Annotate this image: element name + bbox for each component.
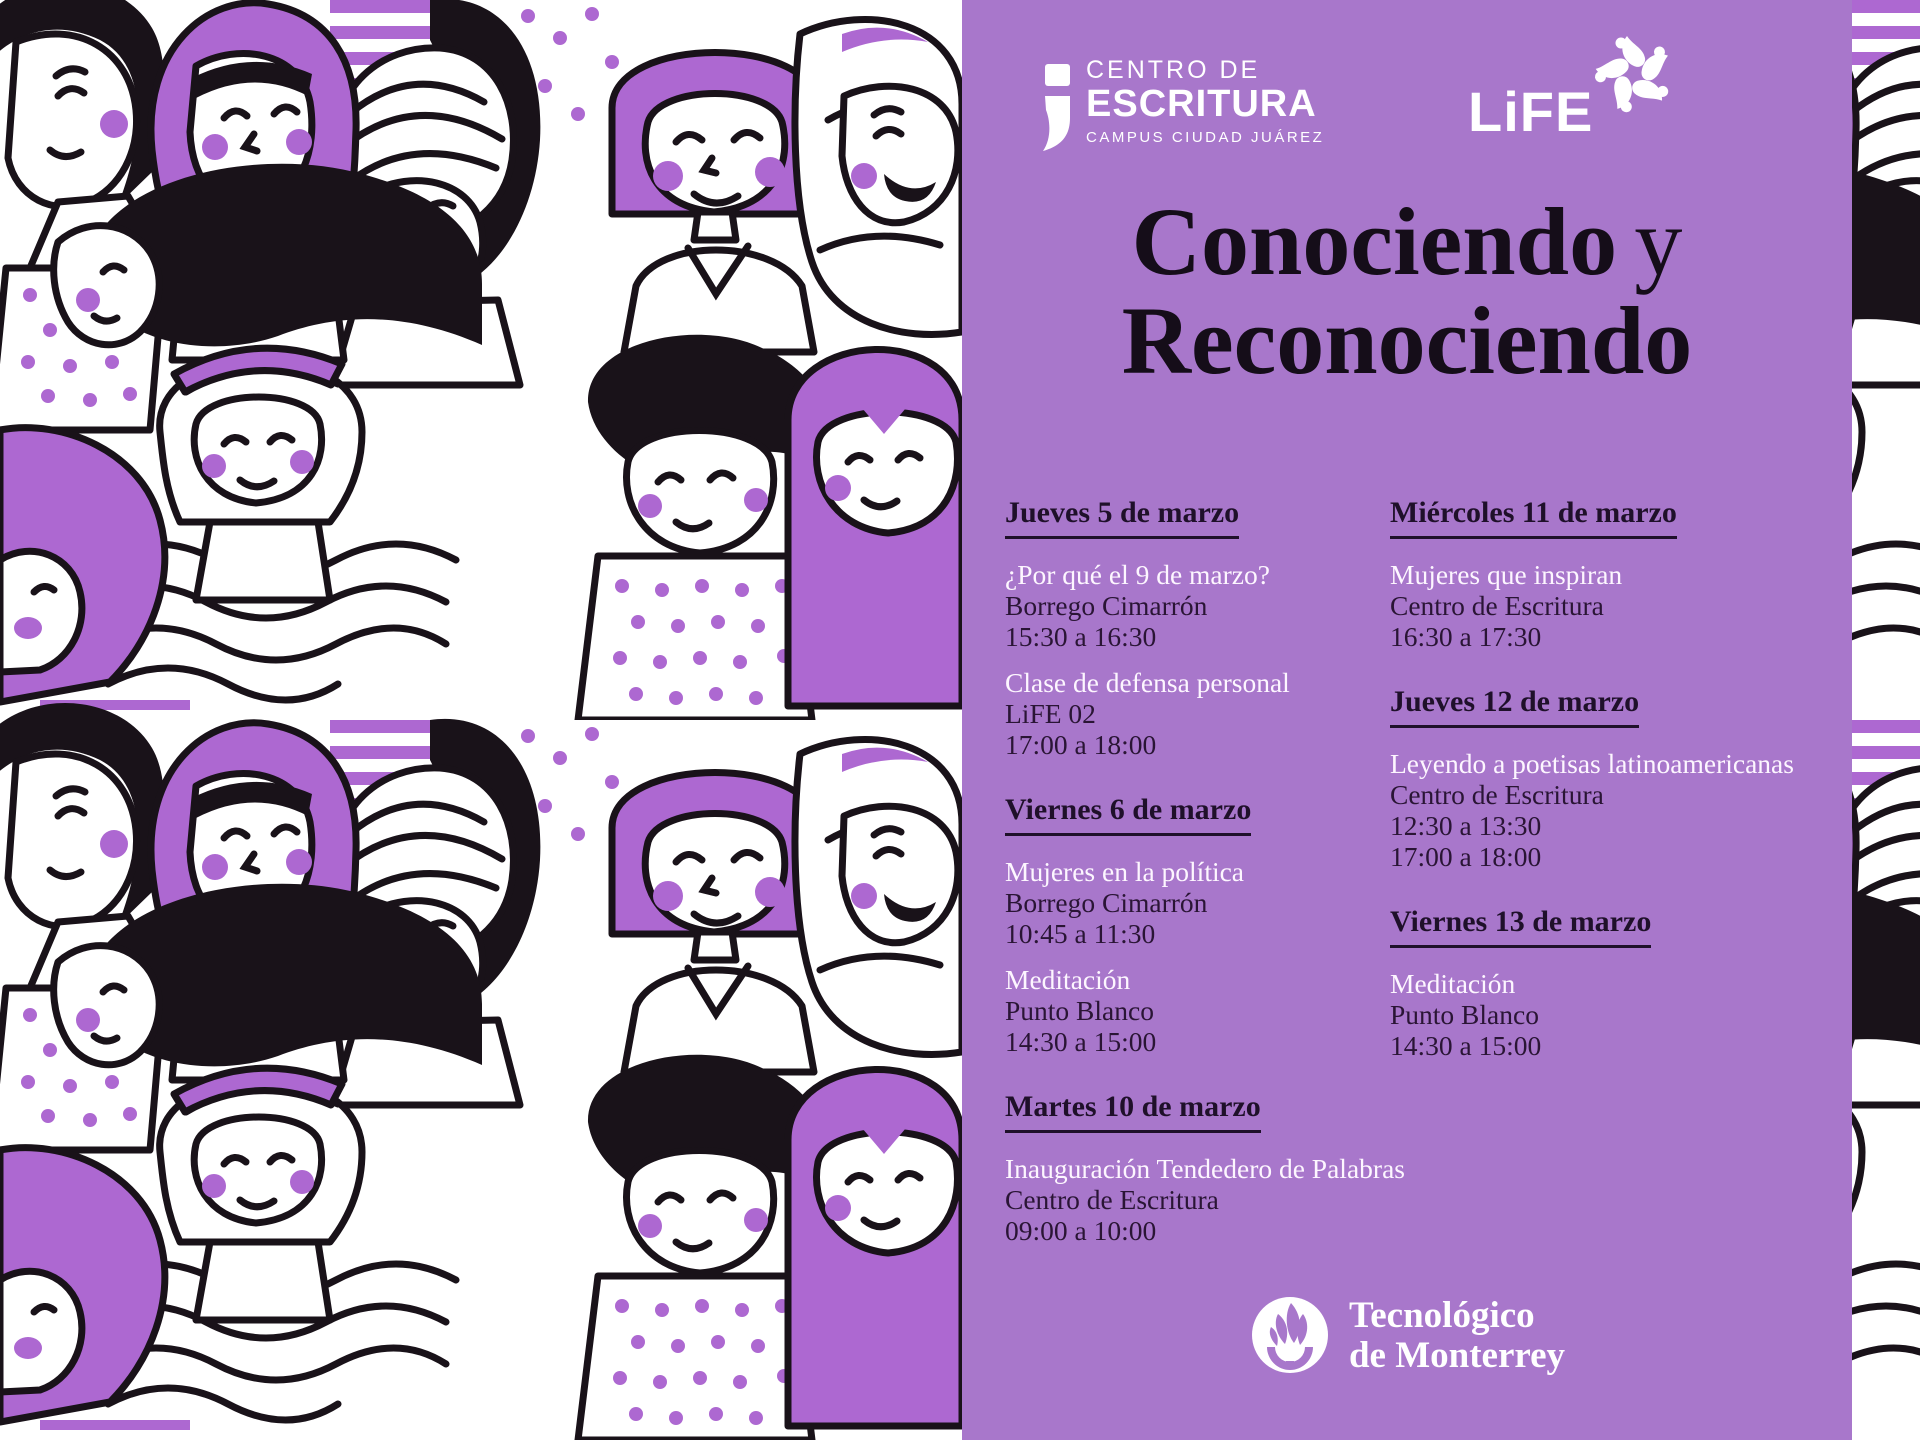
event-detail: 12:30 a 13:30 — [1390, 810, 1542, 841]
title-line1-main: Conociendo — [1131, 188, 1618, 295]
event-detail: 14:30 a 15:00 — [1005, 1026, 1157, 1057]
schedule-section — [1005, 497, 1435, 760]
schedule-column-right — [1390, 497, 1852, 1095]
title-line1 — [962, 188, 1852, 295]
event-detail: Centro de Escritura — [1390, 590, 1604, 621]
section-heading: Jueves 12 de marzo — [1390, 686, 1639, 728]
event — [1390, 559, 1852, 652]
semicolon-pen-mark-icon — [1042, 64, 1072, 152]
event-name: Leyendo a poetisas latinoamericanas — [1390, 748, 1794, 779]
event-detail: Borrego Cimarrón — [1005, 887, 1208, 918]
flame-torch-circle-icon — [1249, 1294, 1331, 1376]
schedule-column-left — [1005, 497, 1435, 1280]
tec-logo-text — [1349, 1296, 1565, 1376]
centro-de-escritura-logo — [1042, 56, 1324, 152]
section-heading: Viernes 6 de marzo — [1005, 794, 1251, 836]
section-heading: Martes 10 de marzo — [1005, 1091, 1261, 1133]
event-name: Mujeres que inspiran — [1390, 559, 1623, 590]
schedule-section — [1390, 686, 1852, 872]
section-events — [1005, 559, 1435, 760]
section-heading: Miércoles 11 de marzo — [1390, 497, 1677, 539]
event — [1005, 667, 1435, 760]
women-crowd-illustration-edge — [1852, 0, 1920, 1440]
tec-de-monterrey-logo — [962, 1294, 1852, 1376]
schedule-section — [1005, 794, 1435, 1057]
event — [1005, 964, 1435, 1057]
centro-line1: CENTRO DE — [1086, 56, 1261, 84]
event — [1005, 1153, 1435, 1246]
event-detail: 09:00 a 10:00 — [1005, 1215, 1157, 1246]
section-events — [1005, 856, 1435, 1057]
dancing-figures-starburst-icon — [1586, 26, 1682, 122]
section-events — [1005, 1153, 1435, 1246]
event-name: Meditación — [1390, 968, 1516, 999]
event-name: Clase de defensa personal — [1005, 667, 1290, 698]
event-detail: LiFE 02 — [1005, 698, 1096, 729]
event — [1390, 968, 1852, 1061]
life-logo-text: LiFE — [1468, 80, 1594, 143]
event-name: Meditación — [1005, 964, 1131, 995]
event-detail: 14:30 a 15:00 — [1390, 1030, 1542, 1061]
section-events — [1390, 559, 1852, 652]
section-heading: Jueves 5 de marzo — [1005, 497, 1239, 539]
event-detail: Punto Blanco — [1005, 995, 1154, 1026]
schedule-section — [1390, 497, 1852, 652]
section-events — [1390, 748, 1852, 872]
event-detail: 17:00 a 18:00 — [1390, 841, 1542, 872]
section-heading: Viernes 13 de marzo — [1390, 906, 1651, 948]
event-detail: Punto Blanco — [1390, 999, 1539, 1030]
tec-line2: de Monterrey — [1348, 1335, 1566, 1376]
centro-line2: ESCRITURA — [1086, 83, 1317, 125]
life-logo — [1468, 26, 1688, 156]
page-title — [962, 188, 1852, 394]
title-line1-suffix: y — [1634, 188, 1683, 295]
event-detail: Centro de Escritura — [1005, 1184, 1219, 1215]
event-name: ¿Por qué el 9 de marzo? — [1005, 559, 1270, 590]
event-name: Mujeres en la política — [1005, 856, 1245, 887]
event-detail: Borrego Cimarrón — [1005, 590, 1208, 621]
women-crowd-edge-svg — [1852, 0, 1920, 1440]
event-detail: 16:30 a 17:30 — [1390, 621, 1542, 652]
schedule-section — [1005, 1091, 1435, 1246]
event-detail: 15:30 a 16:30 — [1005, 621, 1157, 652]
centro-logo-text — [1086, 56, 1324, 150]
event-detail: 17:00 a 18:00 — [1005, 729, 1157, 760]
tec-line1: Tecnológico — [1348, 1295, 1535, 1336]
centro-line3: CAMPUS CIUDAD JUÁREZ — [1086, 129, 1325, 146]
event — [1390, 748, 1852, 872]
schedule-section — [1390, 906, 1852, 1061]
event — [1005, 856, 1435, 949]
event-name: Inauguración Tendedero de Palabras — [1005, 1153, 1405, 1184]
event-detail: Centro de Escritura — [1390, 779, 1604, 810]
event-detail: 10:45 a 11:30 — [1005, 918, 1156, 949]
event — [1005, 559, 1435, 652]
title-line2: Reconociendo — [1121, 287, 1693, 394]
section-events — [1390, 968, 1852, 1061]
